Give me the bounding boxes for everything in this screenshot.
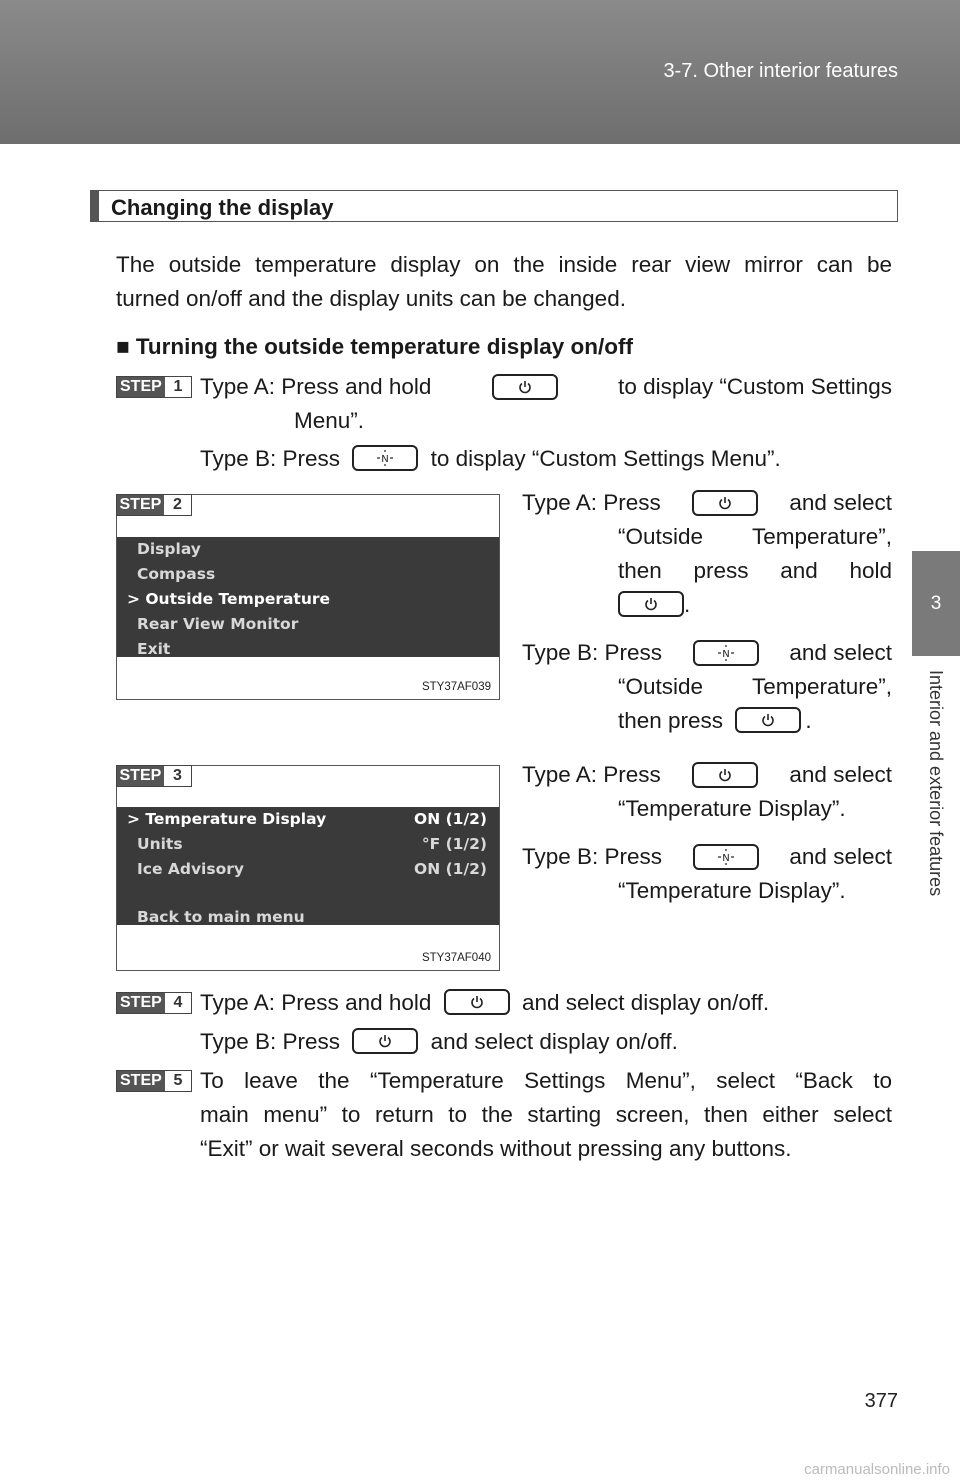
step-4-line-b [200,1025,678,1059]
step-number: 2 [172,495,182,513]
step-label: STEP [117,377,165,397]
menu-row-value: ON (1/2) [414,810,487,828]
step-4-b-text: Type B: Press [200,1029,341,1054]
step-2-a4-text: . [684,592,691,617]
watermark: carmanualsonline.info [804,1461,950,1478]
menu-item: Rear View Monitor [137,615,299,633]
svg-text:N: N [721,853,730,864]
compass-button [693,844,759,870]
power-button [692,762,758,788]
menu-row-value: ON (1/2) [414,860,487,878]
step-1-line-a [200,370,892,404]
step-2-a-text: Type A: Press [522,490,661,515]
compass-n-icon [717,645,735,661]
power-icon [470,995,484,1009]
step-3-line-b2: “Temperature Display”. [618,878,846,903]
step-5-badge [116,1070,192,1092]
menu-row [137,835,487,853]
menu-row-label: > Temperature Display [127,810,327,828]
step-2-b3-text: then press [618,708,724,733]
step-number: 4 [173,994,183,1011]
step-2-b3-text-post: . [805,708,812,733]
step-2-badge [116,494,192,516]
compass-button [352,445,418,471]
power-button [692,490,758,516]
power-icon [644,597,658,611]
step-1-a-text-post: to display “Custom Settings [618,374,892,399]
intro-line-2: turned on/off and the display units can be changed. [116,286,626,311]
step-label: STEP [117,495,165,515]
menu-row-label: Back to main menu [137,908,305,926]
step-3-b-text-post: and select [789,844,892,869]
step-2-line-a2: “Outside Temperature”, [618,524,892,549]
step-2-a-text-post: and select [789,490,892,515]
menu-item: Display [137,540,201,558]
intro-line-1: The outside temperature display on the inside rear view mirror can be [116,252,892,277]
step-number: 3 [172,766,182,784]
compass-n-icon [376,450,394,466]
menu-row-label: Units [137,835,183,853]
step-2-line-b3 [618,704,812,738]
step-3-line-b1 [522,840,892,874]
section-title: Changing the display [111,195,334,220]
chapter-side-label: Interior and exterior features [926,670,946,897]
step-2-screen [116,494,500,700]
step-number: 5 [173,1072,183,1089]
step-3-b-text: Type B: Press [522,844,663,869]
step-2-line-a1 [522,486,892,520]
step-2-line-b2: “Outside Temperature”, [618,674,892,699]
svg-text:N: N [721,649,730,660]
compass-n-icon [717,849,735,865]
power-icon [718,496,732,510]
step-label: STEP [117,1071,165,1091]
menu-item-selected: > Outside Temperature [127,590,331,608]
power-icon [761,713,775,727]
menu-row-selected [127,810,487,828]
chapter-tab [912,551,960,656]
step-1-b-text-post: to display “Custom Settings Menu”. [430,446,781,471]
step-1-b-text: Type B: Press [200,446,341,471]
compass-button [693,640,759,666]
step-3-a-text-post: and select [789,762,892,787]
step-3-a-text: Type A: Press [522,762,661,787]
chapter-number: 3 [930,592,942,614]
step-4-b-text-post: and select display on/off. [430,1029,678,1054]
step-number: 1 [173,378,183,395]
power-icon [518,380,532,394]
page-header [0,0,960,144]
power-button [352,1028,418,1054]
step-3-badge [116,765,192,787]
menu-row [137,908,305,926]
step-4-badge [116,992,192,1014]
step-label: STEP [117,993,165,1013]
display-menu [117,537,499,657]
menu-row-value: °F (1/2) [421,835,487,853]
step-2-b-text: Type B: Press [522,640,663,665]
menu-row [137,860,487,878]
power-icon [718,768,732,782]
step-1-line-a2: Menu”. [294,408,365,433]
step-2-line-b1 [522,636,892,670]
step-5-line-1: To leave the “Temperature Settings Menu”, select “Back to [200,1068,892,1093]
temperature-menu [117,807,499,925]
page-number: 377 [864,1390,898,1412]
power-button [735,707,801,733]
step-2-line-a3: then press and hold [618,558,892,583]
menu-item: Compass [137,565,216,583]
step-3-line-a2: “Temperature Display”. [618,796,846,821]
figure-code: STY37AF039 [421,681,491,693]
section-title-bar [90,190,898,222]
step-1-line-b [200,442,781,476]
figure-code: STY37AF040 [421,952,491,964]
step-1-badge [116,376,192,398]
menu-item: Exit [137,640,171,658]
step-4-a-text-post: and select display on/off. [521,990,770,1015]
step-2-b-text-post: and select [789,640,892,665]
step-5-line-3: “Exit” or wait several seconds without pressing any buttons. [200,1136,792,1161]
header-section-title: 3-7. Other interior features [663,60,898,82]
subheading: ■ Turning the outside temperature display on/off [116,334,633,359]
step-2-line-a4 [618,588,690,622]
step-4-line-a [200,986,769,1020]
step-3-line-a1 [522,758,892,792]
svg-text:N: N [381,454,390,466]
menu-row-label: Ice Advisory [137,860,244,878]
step-5-line-2: main menu” to return to the starting screen, then either select [200,1102,892,1127]
step-4-a-text: Type A: Press and hold [200,990,432,1015]
power-button [492,374,558,400]
step-1-a-text: Type A: Press and hold [200,374,432,399]
step-3-screen [116,765,500,971]
power-button [618,591,684,617]
step-label: STEP [117,766,165,786]
power-icon [378,1034,392,1048]
power-button [444,989,510,1015]
